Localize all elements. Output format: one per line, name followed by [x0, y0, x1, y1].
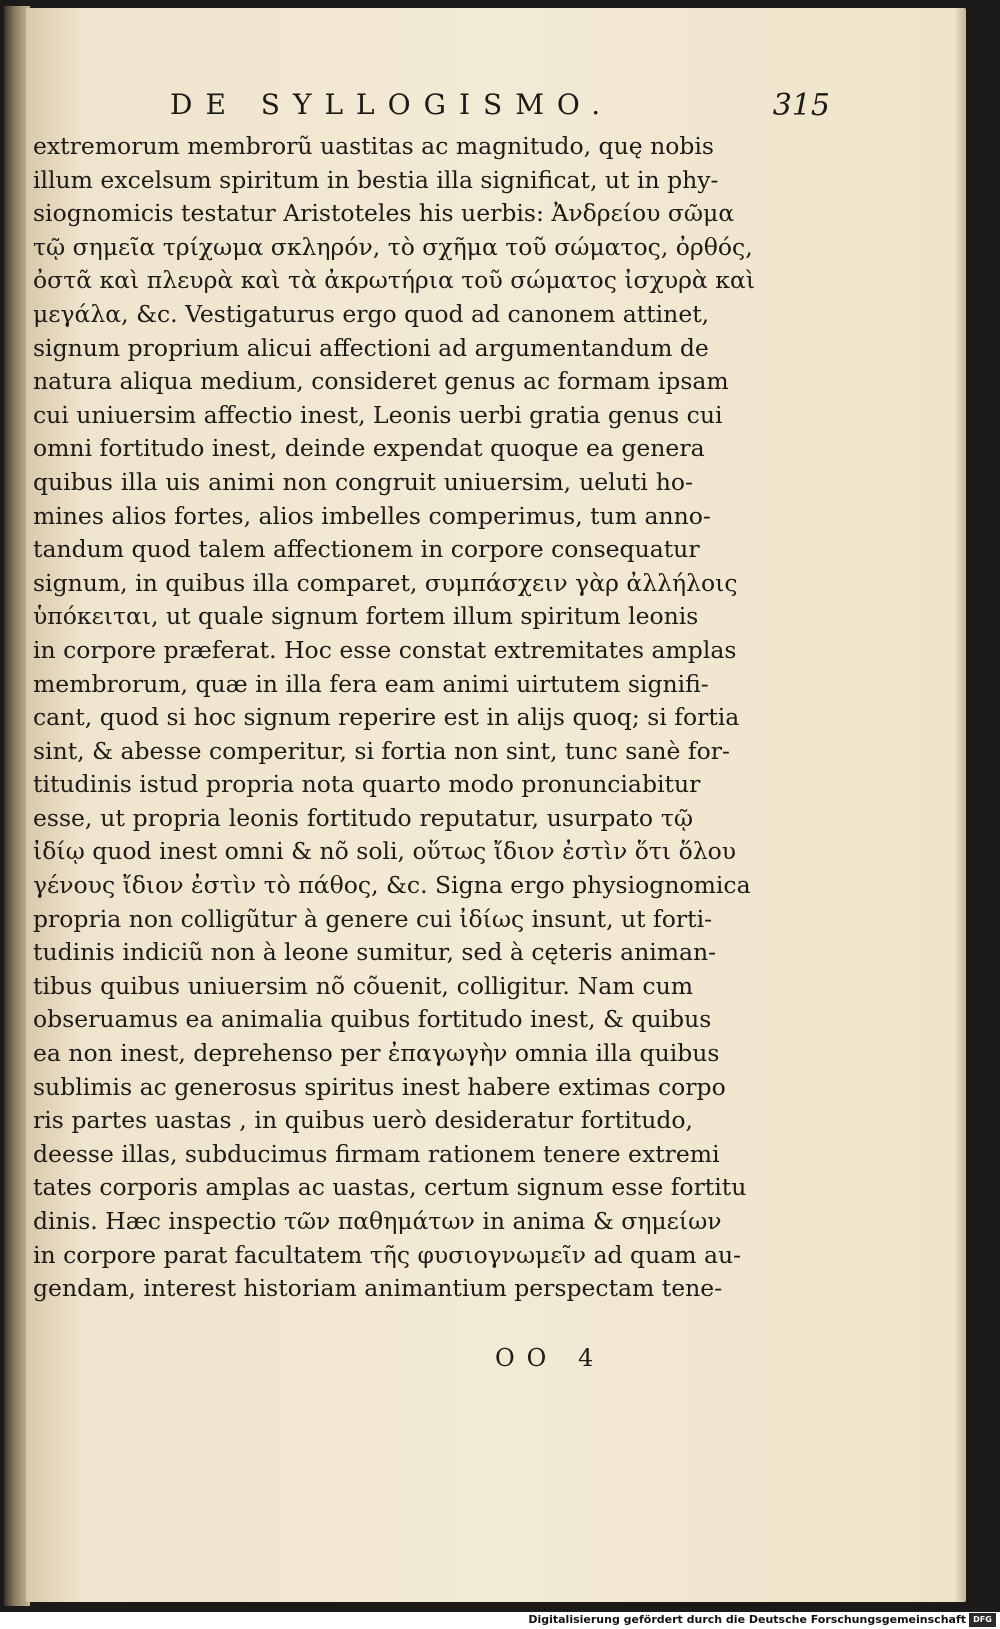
text-line: ὀστᾶ καὶ πλευρὰ καὶ τὰ ἀκρωτήρια τοῦ σώματος ἰσχυρὰ καὶ: [33, 266, 756, 295]
text-line: gendam, interest historiam animantium perspectam tene-: [33, 1274, 723, 1303]
text-line: esse, ut propria leonis fortitudo reputatur, usurpato τῷ: [33, 803, 693, 832]
text-line: membrorum, quæ in illa fera eam animi uirtutem signifi-: [33, 669, 709, 698]
body-text: [33, 130, 756, 1306]
text-line: in corpore præferat. Hoc esse constat extremitates amplas: [33, 635, 737, 664]
text-line: cui uniuersim affectio inest, Leonis uerbi gratia genus cui: [33, 400, 723, 429]
text-line: illum excelsum spiritum in bestia illa significat, ut in phy-: [33, 165, 719, 194]
text-line: τῷ σημεῖα τρίχωμα σκληρόν, τὸ σχῆμα τοῦ σώματος, ὀρθός,: [33, 232, 753, 261]
text-line: titudinis istud propria nota quarto modo pronunciabitur: [33, 770, 701, 799]
text-line: mines alios fortes, alios imbelles comperimus, tum anno-: [33, 501, 711, 530]
text-line: sublimis ac generosus spiritus inest habere extimas corpo: [33, 1072, 726, 1101]
text-line: ris partes uastas , in quibus uerò desideratur fortitudo,: [33, 1106, 693, 1135]
text-line: sint, & abesse comperitur, si fortia non sint, tunc sanè for-: [33, 736, 730, 765]
text-line: tandum quod talem affectionem in corpore consequatur: [33, 535, 700, 564]
text-line: signum, in quibus illa comparet, συμπάσχειν γὰρ ἀλλήλοις: [33, 568, 738, 597]
text-line: ὑπόκειται, ut quale signum fortem illum spiritum leonis: [33, 602, 699, 631]
text-line: dinis. Hæc inspectio τῶν παθημάτων in anima & σημείων: [33, 1207, 722, 1235]
text-line: ἰδίῳ quod inest omni & nõ soli, οὕτως ἴδιον ἐστὶν ὅτι ὅλου: [33, 837, 737, 866]
text-line: tibus quibus uniuersim nõ cõuenit, colligitur. Nam cum: [33, 971, 693, 1000]
page-header: [140, 88, 830, 128]
page-number: 315: [772, 88, 830, 123]
funding-credit: Digitalisierung gefördert durch die Deutsche Forschungsgemeinschaft: [528, 1613, 966, 1626]
text-line: μεγάλα, &c. Vestigaturus ergo quod ad canonem attinet,: [33, 299, 710, 328]
text-line: extremorum membrorũ uastitas ac magnitudo, quę nobis: [33, 132, 714, 160]
text-line: signum proprium alicui affectioni ad argumentandum de: [33, 333, 709, 362]
footer-bar: [0, 1612, 1000, 1629]
text-line: γένους ἴδιον ἐστὶν τὸ πάθος, &c. Signa ergo physiognomica: [33, 871, 751, 900]
dfg-logo-icon: DFG: [969, 1613, 996, 1627]
text-line: ea non inest, deprehenso per ἐπαγωγὴν omnia illa quibus: [33, 1039, 720, 1068]
text-line: omni fortitudo inest, deinde expendat quoque ea genera: [33, 434, 705, 463]
running-title: DE SYLLOGISMO.: [170, 88, 614, 121]
signature-mark: OO 4: [495, 1344, 606, 1372]
text-line: natura aliqua medium, consideret genus ac formam ipsam: [33, 367, 729, 396]
text-line: propria non colligũtur à genere cui ἰδίως insunt, ut forti-: [33, 904, 713, 933]
text-line: cant, quod si hoc signum reperire est in alijs quoq; si fortia: [33, 703, 740, 732]
text-line: obseruamus ea animalia quibus fortitudo inest, & quibus: [33, 1005, 712, 1034]
text-line: quibus illa uis animi non congruit uniuersim, ueluti ho-: [33, 467, 693, 496]
text-line: tudinis indiciũ non à leone sumitur, sed à cęteris animan-: [33, 938, 717, 967]
text-line: in corpore parat facultatem τῆς φυσιογνωμεῖν ad quam au-: [33, 1240, 742, 1269]
text-line: deesse illas, subducimus firmam rationem tenere extremi: [33, 1139, 720, 1168]
text-line: tates corporis amplas ac uastas, certum signum esse fortitu: [33, 1173, 747, 1202]
text-line: siognomicis testatur Aristoteles his uerbis: Ἀνδρείου σῶμα: [33, 199, 735, 228]
